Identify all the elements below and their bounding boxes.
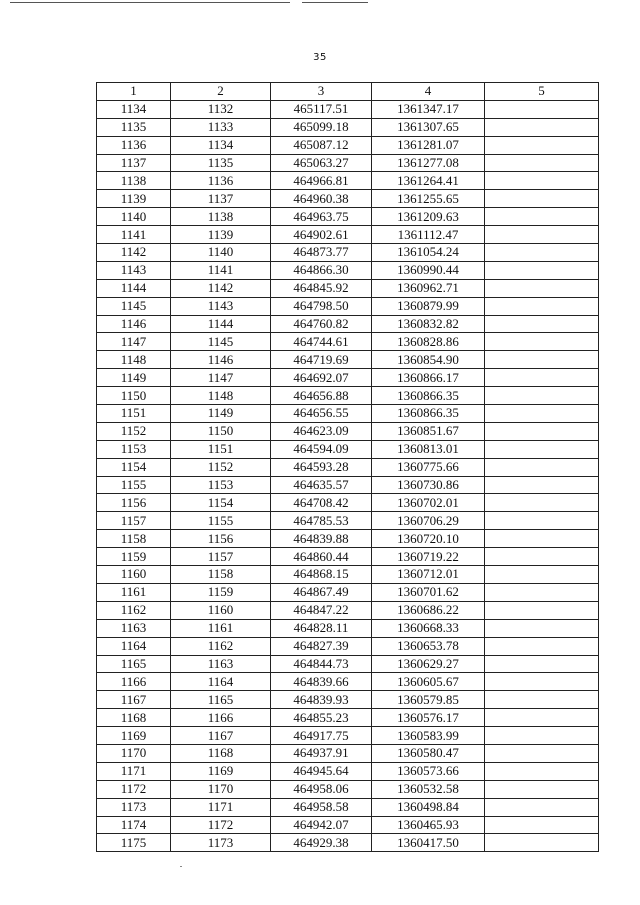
table-row bbox=[97, 727, 599, 745]
table-cell-col-1: 1141 bbox=[97, 226, 171, 244]
table-cell-col-4: 1360775.66 bbox=[372, 458, 485, 476]
table-cell-col-4: 1360879.99 bbox=[372, 297, 485, 315]
table-cell-col-2: 1172 bbox=[171, 816, 271, 834]
table-cell-col-1: 1165 bbox=[97, 655, 171, 673]
table-row bbox=[97, 422, 599, 440]
table-cell-col-5 bbox=[485, 440, 599, 458]
table-cell-col-3: 464760.82 bbox=[271, 315, 372, 333]
table-header bbox=[97, 83, 599, 101]
table-cell-col-4: 1360583.99 bbox=[372, 727, 485, 745]
table-cell-col-3: 464845.92 bbox=[271, 279, 372, 297]
table-cell-col-3: 465117.51 bbox=[271, 100, 372, 118]
table-cell-col-2: 1154 bbox=[171, 494, 271, 512]
table-cell-col-4: 1360417.50 bbox=[372, 834, 485, 852]
column-header-1: 1 bbox=[97, 83, 171, 101]
table-cell-col-2: 1146 bbox=[171, 351, 271, 369]
table-cell-col-3: 464867.49 bbox=[271, 583, 372, 601]
table-row bbox=[97, 583, 599, 601]
table-cell-col-4: 1361112.47 bbox=[372, 226, 485, 244]
table-cell-col-4: 1360668.33 bbox=[372, 619, 485, 637]
table-cell-col-2: 1159 bbox=[171, 583, 271, 601]
table-cell-col-3: 464623.09 bbox=[271, 422, 372, 440]
table-cell-col-2: 1133 bbox=[171, 118, 271, 136]
table-cell-col-5 bbox=[485, 762, 599, 780]
table-cell-col-4: 1360866.35 bbox=[372, 387, 485, 405]
table-cell-col-1: 1136 bbox=[97, 136, 171, 154]
table-cell-col-2: 1158 bbox=[171, 566, 271, 584]
table-cell-col-4: 1361255.65 bbox=[372, 190, 485, 208]
table-cell-col-2: 1166 bbox=[171, 709, 271, 727]
table-cell-col-4: 1360686.22 bbox=[372, 601, 485, 619]
table-cell-col-3: 464847.22 bbox=[271, 601, 372, 619]
table-cell-col-1: 1171 bbox=[97, 762, 171, 780]
table-cell-col-2: 1137 bbox=[171, 190, 271, 208]
table-cell-col-1: 1154 bbox=[97, 458, 171, 476]
table-cell-col-3: 464785.53 bbox=[271, 512, 372, 530]
table-row bbox=[97, 762, 599, 780]
table-cell-col-5 bbox=[485, 154, 599, 172]
scan-speck bbox=[180, 866, 182, 867]
table-cell-col-4: 1360990.44 bbox=[372, 261, 485, 279]
table-cell-col-1: 1167 bbox=[97, 691, 171, 709]
table-cell-col-3: 464873.77 bbox=[271, 244, 372, 262]
table-cell-col-2: 1167 bbox=[171, 727, 271, 745]
table-cell-col-2: 1141 bbox=[171, 261, 271, 279]
table-row bbox=[97, 279, 599, 297]
table-cell-col-1: 1174 bbox=[97, 816, 171, 834]
table-cell-col-5 bbox=[485, 637, 599, 655]
table-cell-col-4: 1360712.01 bbox=[372, 566, 485, 584]
table-cell-col-3: 464656.88 bbox=[271, 387, 372, 405]
table-cell-col-2: 1144 bbox=[171, 315, 271, 333]
table-cell-col-3: 464719.69 bbox=[271, 351, 372, 369]
table-cell-col-3: 464963.75 bbox=[271, 208, 372, 226]
table-cell-col-1: 1160 bbox=[97, 566, 171, 584]
table-cell-col-3: 464839.88 bbox=[271, 530, 372, 548]
table-cell-col-1: 1134 bbox=[97, 100, 171, 118]
table-cell-col-3: 464860.44 bbox=[271, 548, 372, 566]
table-cell-col-5 bbox=[485, 780, 599, 798]
table-cell-col-2: 1148 bbox=[171, 387, 271, 405]
table-cell-col-5 bbox=[485, 172, 599, 190]
table-cell-col-4: 1360719.22 bbox=[372, 548, 485, 566]
table-cell-col-1: 1158 bbox=[97, 530, 171, 548]
table-cell-col-3: 464942.07 bbox=[271, 816, 372, 834]
table-cell-col-3: 464868.15 bbox=[271, 566, 372, 584]
table-row bbox=[97, 673, 599, 691]
table-cell-col-4: 1361054.24 bbox=[372, 244, 485, 262]
table-cell-col-2: 1140 bbox=[171, 244, 271, 262]
table-cell-col-3: 464839.66 bbox=[271, 673, 372, 691]
table-cell-col-5 bbox=[485, 798, 599, 816]
table-cell-col-5 bbox=[485, 422, 599, 440]
table-cell-col-5 bbox=[485, 619, 599, 637]
table-cell-col-2: 1142 bbox=[171, 279, 271, 297]
table-cell-col-2: 1145 bbox=[171, 333, 271, 351]
table-cell-col-3: 464960.38 bbox=[271, 190, 372, 208]
table-cell-col-4: 1360706.29 bbox=[372, 512, 485, 530]
table-cell-col-2: 1169 bbox=[171, 762, 271, 780]
table-cell-col-5 bbox=[485, 136, 599, 154]
column-header-5: 5 bbox=[485, 83, 599, 101]
table-cell-col-5 bbox=[485, 727, 599, 745]
table-row bbox=[97, 261, 599, 279]
table-cell-col-3: 465063.27 bbox=[271, 154, 372, 172]
table-cell-col-3: 464917.75 bbox=[271, 727, 372, 745]
table-cell-col-2: 1151 bbox=[171, 440, 271, 458]
table-cell-col-2: 1152 bbox=[171, 458, 271, 476]
table-cell-col-5 bbox=[485, 333, 599, 351]
table-cell-col-3: 464656.55 bbox=[271, 405, 372, 423]
table-cell-col-1: 1135 bbox=[97, 118, 171, 136]
table-cell-col-1: 1164 bbox=[97, 637, 171, 655]
table-row bbox=[97, 190, 599, 208]
table-cell-col-2: 1170 bbox=[171, 780, 271, 798]
table-cell-col-3: 464866.30 bbox=[271, 261, 372, 279]
table-cell-col-4: 1360813.01 bbox=[372, 440, 485, 458]
table-row bbox=[97, 118, 599, 136]
table-cell-col-5 bbox=[485, 673, 599, 691]
table-row bbox=[97, 744, 599, 762]
table-row bbox=[97, 458, 599, 476]
table-cell-col-4: 1360866.17 bbox=[372, 369, 485, 387]
table-cell-col-2: 1173 bbox=[171, 834, 271, 852]
table-cell-col-5 bbox=[485, 100, 599, 118]
table-row bbox=[97, 405, 599, 423]
header-row bbox=[97, 83, 599, 101]
table-row bbox=[97, 440, 599, 458]
table-cell-col-3: 464635.57 bbox=[271, 476, 372, 494]
table-cell-col-5 bbox=[485, 601, 599, 619]
table-cell-col-2: 1162 bbox=[171, 637, 271, 655]
table-cell-col-1: 1148 bbox=[97, 351, 171, 369]
table-cell-col-4: 1360854.90 bbox=[372, 351, 485, 369]
table-cell-col-1: 1139 bbox=[97, 190, 171, 208]
table-cell-col-5 bbox=[485, 494, 599, 512]
table-cell-col-2: 1138 bbox=[171, 208, 271, 226]
table-cell-col-3: 464828.11 bbox=[271, 619, 372, 637]
table-row bbox=[97, 387, 599, 405]
table-cell-col-4: 1360605.67 bbox=[372, 673, 485, 691]
table-row bbox=[97, 798, 599, 816]
table-cell-col-3: 464708.42 bbox=[271, 494, 372, 512]
table-cell-col-5 bbox=[485, 118, 599, 136]
table-cell-col-1: 1173 bbox=[97, 798, 171, 816]
table-cell-col-2: 1160 bbox=[171, 601, 271, 619]
table-cell-col-5 bbox=[485, 816, 599, 834]
table-cell-col-1: 1138 bbox=[97, 172, 171, 190]
coordinates-table bbox=[96, 82, 599, 852]
table-cell-col-2: 1168 bbox=[171, 744, 271, 762]
table-row bbox=[97, 226, 599, 244]
top-rule-left bbox=[10, 2, 290, 3]
table-cell-col-5 bbox=[485, 709, 599, 727]
table-cell-col-1: 1147 bbox=[97, 333, 171, 351]
table-cell-col-3: 464958.06 bbox=[271, 780, 372, 798]
table-cell-col-1: 1150 bbox=[97, 387, 171, 405]
table-cell-col-4: 1361264.41 bbox=[372, 172, 485, 190]
table-cell-col-2: 1156 bbox=[171, 530, 271, 548]
table-cell-col-1: 1145 bbox=[97, 297, 171, 315]
table-cell-col-3: 464839.93 bbox=[271, 691, 372, 709]
table-cell-col-1: 1162 bbox=[97, 601, 171, 619]
table-cell-col-4: 1360579.85 bbox=[372, 691, 485, 709]
table-cell-col-3: 464929.38 bbox=[271, 834, 372, 852]
table-cell-col-3: 464855.23 bbox=[271, 709, 372, 727]
table-cell-col-2: 1161 bbox=[171, 619, 271, 637]
table-cell-col-5 bbox=[485, 512, 599, 530]
table-cell-col-5 bbox=[485, 655, 599, 673]
table-cell-col-1: 1172 bbox=[97, 780, 171, 798]
table-cell-col-2: 1149 bbox=[171, 405, 271, 423]
table-cell-col-4: 1361347.17 bbox=[372, 100, 485, 118]
table-cell-col-2: 1132 bbox=[171, 100, 271, 118]
table-cell-col-2: 1150 bbox=[171, 422, 271, 440]
table-cell-col-3: 464744.61 bbox=[271, 333, 372, 351]
table-cell-col-3: 465087.12 bbox=[271, 136, 372, 154]
table-cell-col-4: 1360702.01 bbox=[372, 494, 485, 512]
table-row bbox=[97, 780, 599, 798]
table-cell-col-1: 1152 bbox=[97, 422, 171, 440]
table-cell-col-3: 464844.73 bbox=[271, 655, 372, 673]
table-cell-col-3: 464902.61 bbox=[271, 226, 372, 244]
table-cell-col-1: 1144 bbox=[97, 279, 171, 297]
table-row bbox=[97, 709, 599, 727]
table-cell-col-1: 1170 bbox=[97, 744, 171, 762]
table-cell-col-3: 464966.81 bbox=[271, 172, 372, 190]
table-row bbox=[97, 816, 599, 834]
table-row bbox=[97, 154, 599, 172]
table-row bbox=[97, 548, 599, 566]
table-cell-col-4: 1361277.08 bbox=[372, 154, 485, 172]
table-row bbox=[97, 637, 599, 655]
table-cell-col-4: 1360701.62 bbox=[372, 583, 485, 601]
table-row bbox=[97, 100, 599, 118]
column-header-2: 2 bbox=[171, 83, 271, 101]
table-cell-col-1: 1169 bbox=[97, 727, 171, 745]
table-row bbox=[97, 601, 599, 619]
table-cell-col-4: 1360730.86 bbox=[372, 476, 485, 494]
table-cell-col-5 bbox=[485, 208, 599, 226]
table-row bbox=[97, 530, 599, 548]
table-row bbox=[97, 244, 599, 262]
table-cell-col-4: 1360832.82 bbox=[372, 315, 485, 333]
table-cell-col-5 bbox=[485, 458, 599, 476]
table-cell-col-4: 1360653.78 bbox=[372, 637, 485, 655]
table-cell-col-1: 1142 bbox=[97, 244, 171, 262]
table-row bbox=[97, 297, 599, 315]
table-cell-col-5 bbox=[485, 261, 599, 279]
table-cell-col-1: 1155 bbox=[97, 476, 171, 494]
table-cell-col-5 bbox=[485, 834, 599, 852]
table-cell-col-1: 1137 bbox=[97, 154, 171, 172]
table-cell-col-1: 1166 bbox=[97, 673, 171, 691]
table-cell-col-5 bbox=[485, 297, 599, 315]
table-cell-col-5 bbox=[485, 405, 599, 423]
table-cell-col-5 bbox=[485, 583, 599, 601]
table-row bbox=[97, 476, 599, 494]
table-row bbox=[97, 619, 599, 637]
table-cell-col-2: 1163 bbox=[171, 655, 271, 673]
page-number: 35 bbox=[313, 52, 327, 63]
table-row bbox=[97, 136, 599, 154]
table-cell-col-1: 1146 bbox=[97, 315, 171, 333]
table-cell-col-2: 1136 bbox=[171, 172, 271, 190]
table-cell-col-2: 1139 bbox=[171, 226, 271, 244]
table-cell-col-1: 1149 bbox=[97, 369, 171, 387]
table-cell-col-5 bbox=[485, 387, 599, 405]
table-row bbox=[97, 834, 599, 852]
table-cell-col-5 bbox=[485, 244, 599, 262]
table-cell-col-2: 1155 bbox=[171, 512, 271, 530]
table-row bbox=[97, 369, 599, 387]
table-cell-col-1: 1159 bbox=[97, 548, 171, 566]
table-cell-col-4: 1360866.35 bbox=[372, 405, 485, 423]
table-row bbox=[97, 566, 599, 584]
table-cell-col-5 bbox=[485, 279, 599, 297]
table-cell-col-4: 1360532.58 bbox=[372, 780, 485, 798]
table-cell-col-1: 1157 bbox=[97, 512, 171, 530]
table-cell-col-4: 1360851.67 bbox=[372, 422, 485, 440]
column-header-3: 3 bbox=[271, 83, 372, 101]
table-row bbox=[97, 494, 599, 512]
table-row bbox=[97, 315, 599, 333]
table-row bbox=[97, 655, 599, 673]
table-cell-col-2: 1143 bbox=[171, 297, 271, 315]
table-cell-col-4: 1361209.63 bbox=[372, 208, 485, 226]
table-cell-col-4: 1361281.07 bbox=[372, 136, 485, 154]
table-cell-col-1: 1163 bbox=[97, 619, 171, 637]
top-rule-right bbox=[302, 2, 368, 3]
table-cell-col-5 bbox=[485, 226, 599, 244]
table-cell-col-2: 1164 bbox=[171, 673, 271, 691]
table-row bbox=[97, 333, 599, 351]
table-cell-col-5 bbox=[485, 476, 599, 494]
table-cell-col-4: 1360580.47 bbox=[372, 744, 485, 762]
table-row bbox=[97, 512, 599, 530]
table-cell-col-2: 1153 bbox=[171, 476, 271, 494]
table-cell-col-4: 1360573.66 bbox=[372, 762, 485, 780]
table-cell-col-5 bbox=[485, 351, 599, 369]
table-cell-col-4: 1360576.17 bbox=[372, 709, 485, 727]
table-cell-col-5 bbox=[485, 566, 599, 584]
table-cell-col-3: 464958.58 bbox=[271, 798, 372, 816]
table-cell-col-3: 464827.39 bbox=[271, 637, 372, 655]
table-cell-col-1: 1153 bbox=[97, 440, 171, 458]
table-cell-col-5 bbox=[485, 691, 599, 709]
table-cell-col-1: 1161 bbox=[97, 583, 171, 601]
table-cell-col-5 bbox=[485, 190, 599, 208]
table-cell-col-5 bbox=[485, 315, 599, 333]
table-cell-col-3: 464937.91 bbox=[271, 744, 372, 762]
table-cell-col-2: 1134 bbox=[171, 136, 271, 154]
table-row bbox=[97, 172, 599, 190]
column-header-4: 4 bbox=[372, 83, 485, 101]
table-cell-col-1: 1151 bbox=[97, 405, 171, 423]
table-cell-col-3: 464798.50 bbox=[271, 297, 372, 315]
table-cell-col-2: 1135 bbox=[171, 154, 271, 172]
table-cell-col-3: 464593.28 bbox=[271, 458, 372, 476]
table-cell-col-4: 1361307.65 bbox=[372, 118, 485, 136]
table-cell-col-5 bbox=[485, 369, 599, 387]
table-row bbox=[97, 208, 599, 226]
table-cell-col-4: 1360720.10 bbox=[372, 530, 485, 548]
table-cell-col-3: 464594.09 bbox=[271, 440, 372, 458]
table-cell-col-4: 1360629.27 bbox=[372, 655, 485, 673]
table-cell-col-3: 464945.64 bbox=[271, 762, 372, 780]
table-cell-col-5 bbox=[485, 548, 599, 566]
table-cell-col-1: 1143 bbox=[97, 261, 171, 279]
table-cell-col-1: 1175 bbox=[97, 834, 171, 852]
table-cell-col-5 bbox=[485, 530, 599, 548]
table-cell-col-4: 1360465.93 bbox=[372, 816, 485, 834]
table-cell-col-1: 1140 bbox=[97, 208, 171, 226]
table-cell-col-2: 1165 bbox=[171, 691, 271, 709]
table-cell-col-4: 1360962.71 bbox=[372, 279, 485, 297]
table-cell-col-3: 465099.18 bbox=[271, 118, 372, 136]
table-cell-col-2: 1157 bbox=[171, 548, 271, 566]
table-cell-col-1: 1168 bbox=[97, 709, 171, 727]
table-cell-col-5 bbox=[485, 744, 599, 762]
table-body bbox=[97, 100, 599, 851]
table-cell-col-2: 1171 bbox=[171, 798, 271, 816]
table-cell-col-3: 464692.07 bbox=[271, 369, 372, 387]
table-cell-col-2: 1147 bbox=[171, 369, 271, 387]
table-row bbox=[97, 351, 599, 369]
table-cell-col-4: 1360498.84 bbox=[372, 798, 485, 816]
table-row bbox=[97, 691, 599, 709]
table-cell-col-4: 1360828.86 bbox=[372, 333, 485, 351]
table-cell-col-1: 1156 bbox=[97, 494, 171, 512]
